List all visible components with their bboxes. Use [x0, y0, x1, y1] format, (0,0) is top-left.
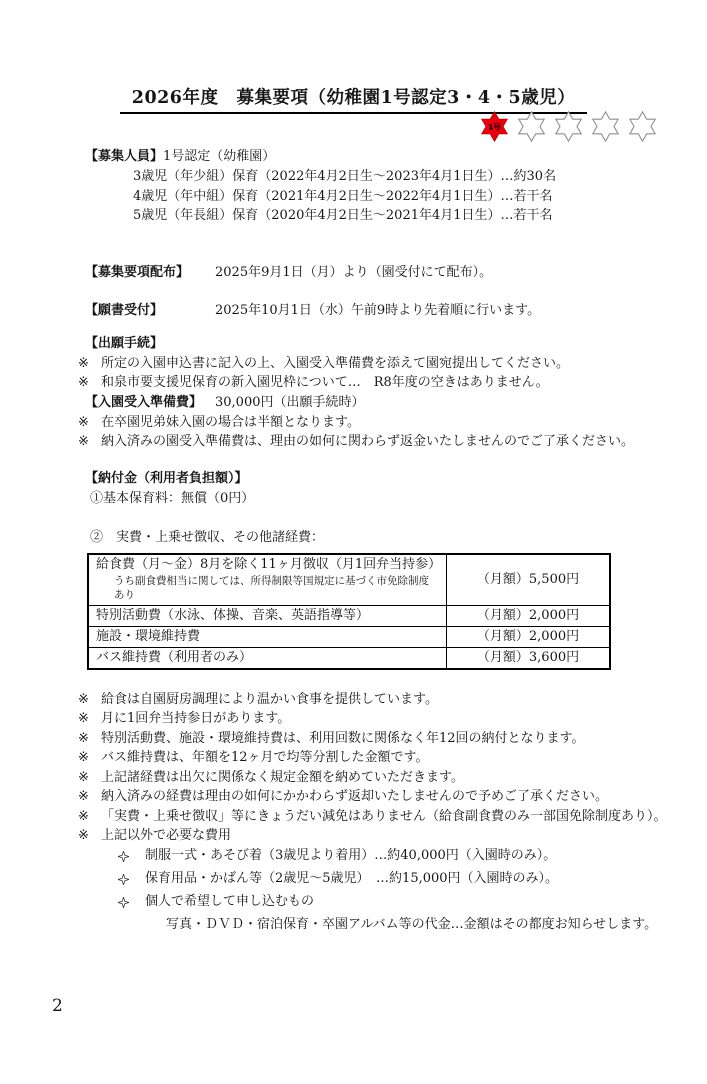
- note-text: 所定の入園申込書に記入の上、入園受入準備費を添えて園宛提出してください。: [101, 355, 570, 371]
- document-page: [0, 84, 707, 1016]
- hexagram-star-outline-icon: [626, 109, 659, 144]
- hexagram-star-filled-icon: [478, 109, 511, 144]
- note-text: 特別活動費、施設・環境維持費は、利用回数に関係なく年12回の納付となります。: [101, 730, 585, 746]
- section-reception: [85, 301, 671, 321]
- note-marker: ※: [78, 789, 89, 804]
- note-item: [78, 787, 671, 807]
- note-item: [78, 709, 671, 729]
- rating-stars: [478, 109, 659, 144]
- section-lead: 1号認定（幼稚園）: [163, 149, 276, 164]
- four-pointed-star-icon: [118, 869, 145, 892]
- note-marker: ※: [78, 691, 89, 707]
- section-heading: 【募集人員】: [85, 149, 164, 164]
- admission-fee-amount: 30,000円（出願手続時）: [215, 394, 365, 410]
- note-text: 納入済みの経費は理由の如何にかかわらず返却いたしませんので予めご了承ください。: [101, 789, 609, 804]
- fee-item-text: 給食費（月～金）8月を除く11ヶ月徴収（月1回弁当持参）: [96, 556, 442, 572]
- notes-list: [78, 690, 671, 935]
- extra-cost-text: 保育用品・かばん等（2歳児～5歳児） …約15,000円（入園時のみ）。: [145, 870, 559, 886]
- note-item: [78, 432, 671, 452]
- fee-amount-cell: （月額）2,000円: [447, 605, 611, 626]
- note-text: 給食は自園厨房調理により温かい食事を提供しています。: [101, 691, 438, 707]
- table-row: [88, 626, 610, 647]
- note-text: 「実費・上乗せ徴収」等にきょうだい減免はありません（給食副食費のみ一部国免除制度あり）。: [101, 808, 667, 824]
- fee-item-cell: [88, 554, 447, 606]
- note-item: [78, 768, 671, 788]
- section-payment: [85, 469, 671, 489]
- four-pointed-star-icon: [118, 846, 145, 869]
- hexagram-star-outline-icon: [515, 109, 548, 144]
- extra-cost-item: [78, 869, 671, 892]
- hexagram-star-outline-icon: [589, 109, 622, 144]
- payment-item-actual: ② 実費・上乗せ徴収、その他諸経費：: [90, 530, 325, 545]
- note-marker: ※: [78, 769, 89, 785]
- note-marker: ※: [78, 750, 89, 765]
- note-text: 月に1回弁当持参日があります。: [101, 711, 291, 726]
- four-pointed-star-icon: [118, 892, 145, 915]
- page-number: 2: [52, 996, 63, 1016]
- section-recruitment: [85, 147, 671, 167]
- section-distribution: [85, 263, 671, 283]
- payment-item-basic: ①基本保育料：無償（0円）: [90, 490, 255, 506]
- note-item: [78, 748, 671, 768]
- document-body: [0, 147, 707, 935]
- section-heading: 【募集要項配布】: [85, 264, 190, 280]
- note-marker: ※: [78, 711, 89, 726]
- note-item: [78, 690, 671, 710]
- note-item: [78, 373, 671, 393]
- fee-item-subtext: うち副食費相当に関しては、所得制限等国規定に基づく市免除制度あり: [114, 574, 429, 601]
- recruitment-line: 5歳児（年長組）保育（2020年4月2日生～2021年4月1日生）…若干名: [133, 208, 553, 223]
- extra-cost-text: 制服一式・あそび着（3歳児より着用）…約40,000円（入園時のみ）。: [145, 847, 557, 863]
- note-marker: ※: [78, 355, 89, 371]
- table-row: [88, 647, 610, 669]
- note-item: [78, 826, 671, 846]
- note-marker: ※: [78, 414, 89, 430]
- note-text: 和泉市要支援児保育の新入園児枠について… R8年度の空きはありません。: [101, 375, 549, 390]
- extra-cost-text: 個人で希望して申し込むもの: [145, 893, 315, 909]
- note-marker: ※: [78, 828, 89, 843]
- section-admission-fee: [85, 393, 671, 413]
- note-item: [78, 729, 671, 749]
- note-marker: ※: [78, 808, 89, 824]
- note-item: [78, 807, 671, 827]
- section-heading: 【願書受付】: [85, 302, 164, 318]
- section-text: 2025年10月1日（水）午前9時より先着順に行います。: [215, 302, 541, 318]
- fee-amount-cell: （月額）5,500円: [447, 554, 611, 606]
- section-heading: 【入園受入準備費】: [85, 394, 203, 410]
- section-procedure: [85, 334, 671, 354]
- recruitment-line: 3歳児（年少組）保育（2022年4月2日生～2023年4月1日生）…約30名: [133, 169, 557, 184]
- note-item: [78, 354, 671, 374]
- section-heading: 【出願手続】: [85, 335, 164, 351]
- fee-amount-cell: （月額）3,600円: [447, 647, 611, 669]
- fee-table: [87, 553, 611, 670]
- fee-item-cell: 施設・環境維持費: [88, 626, 447, 647]
- note-item: [78, 413, 671, 433]
- note-marker: ※: [78, 375, 89, 390]
- star-label: 1号: [488, 122, 501, 132]
- extra-cost-item: [78, 892, 671, 915]
- extra-cost-detail: 写真・ＤＶＤ・宿泊保育・卒園アルバム等の代金…金額はその都度お知らせします。: [166, 916, 658, 932]
- recruitment-line: 4歳児（年中組）保育（2021年4月2日生～2022年4月1日生）…若干名: [133, 188, 553, 204]
- section-heading: 【納付金（利用者負担額）】: [85, 470, 248, 486]
- fee-item-cell: 特別活動費（水泳、体操、音楽、英語指導等）: [88, 605, 447, 626]
- hexagram-star-outline-icon: [552, 109, 585, 144]
- note-text: バス維持費は、年額を12ヶ月で均等分割した金額です。: [101, 750, 429, 765]
- note-text: 納入済みの園受入準備費は、理由の如何に関わらず返金いたしませんのでご了承ください。: [101, 434, 635, 449]
- fee-item-cell: バス維持費（利用者のみ）: [88, 647, 447, 669]
- note-marker: ※: [78, 434, 89, 449]
- table-row: [88, 554, 610, 606]
- table-row: [88, 605, 610, 626]
- extra-cost-item: [78, 846, 671, 869]
- note-text: 上記諸経費は出欠に関係なく規定金額を納めていただきます。: [101, 769, 464, 785]
- page-title: 2026年度 募集要項（幼稚園1号認定3・4・5歳児）: [120, 84, 587, 114]
- section-text: 2025年9月1日（月）より（園受付にて配布）。: [215, 264, 493, 280]
- fee-amount-cell: （月額）2,000円: [447, 626, 611, 647]
- note-text: 上記以外で必要な費用: [101, 828, 232, 843]
- note-marker: ※: [78, 730, 89, 746]
- note-text: 在卒園児弟妹入園の場合は半額となります。: [101, 414, 360, 430]
